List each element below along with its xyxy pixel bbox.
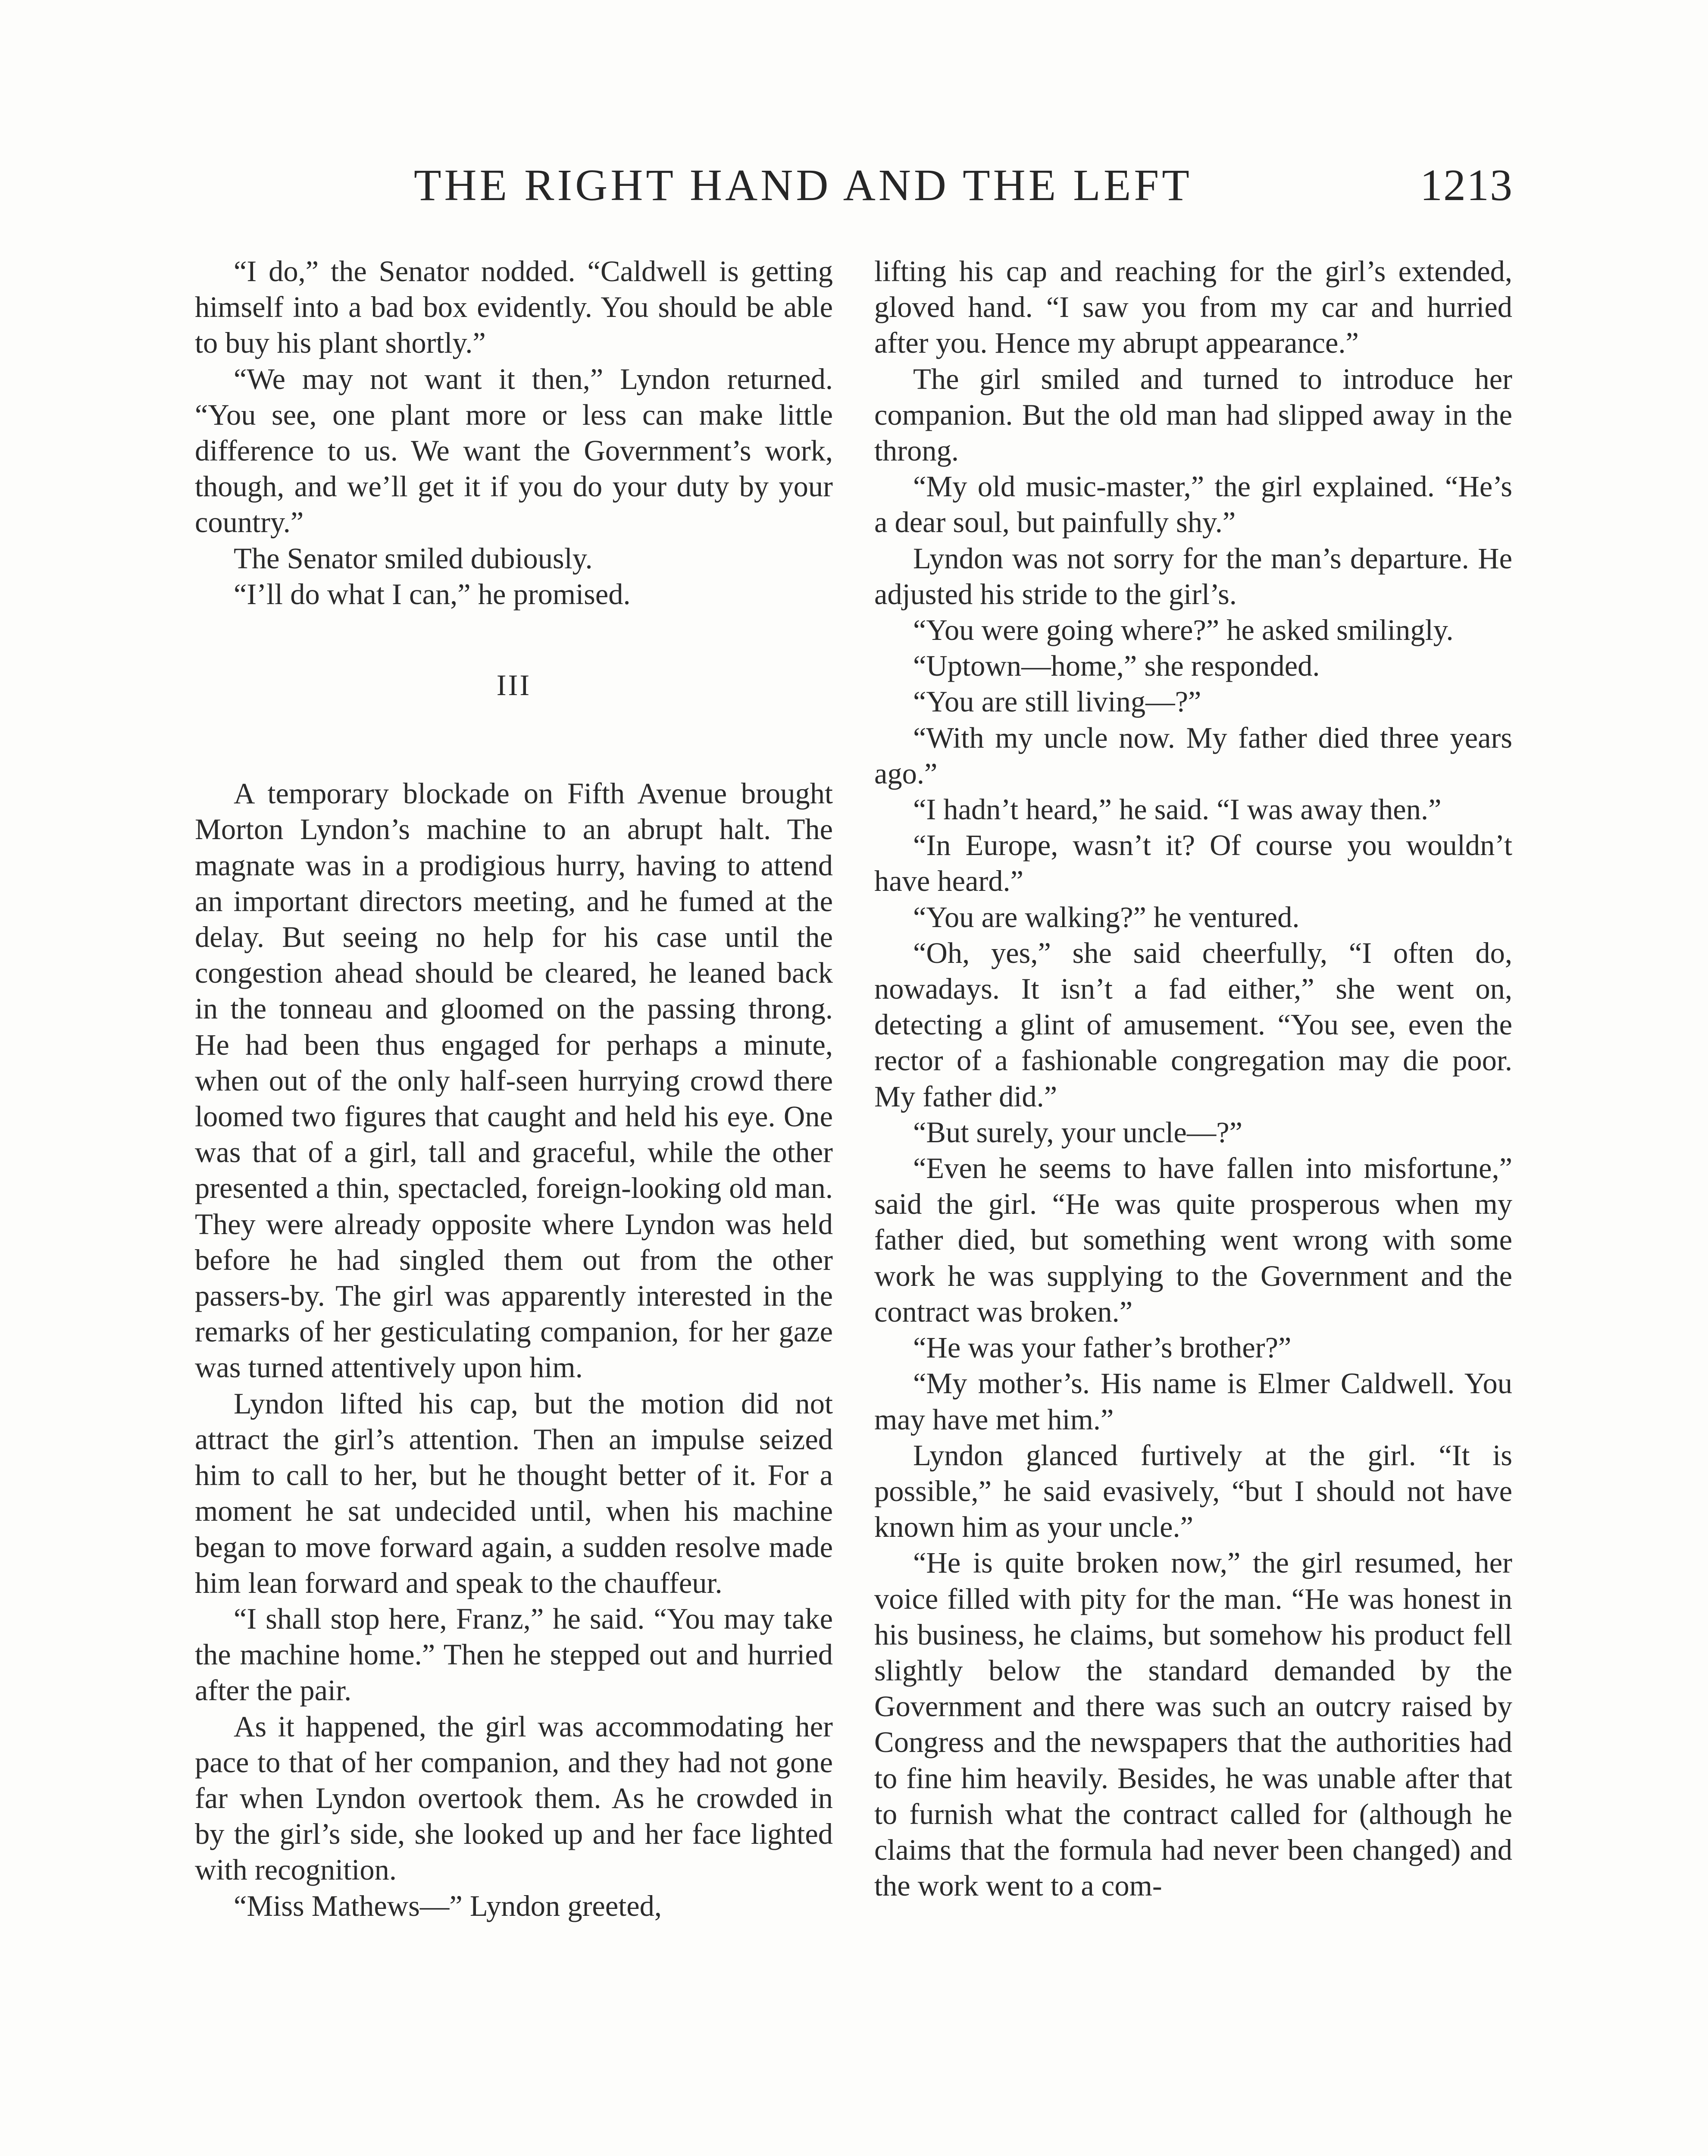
paragraph: “Oh, yes,” she said cheerfully, “I often do, nowadays. It isn’t a fad either,” she went on, detecting a glint of amusement. “You see, even the rector of a fashionable congregation may die poor. My father did.” (874, 936, 1512, 1113)
paragraph: “He is quite broken now,” the girl resumed, her voice filled with pity for the man. “He was honest in his business, he claims, but somehow his product fell slightly below the standard demanded by the Government and there was such an outcry raised by Congress and the newspapers that the authorities had to fine him heavily. Besides, he was unable after that to furnish what the contract called for (although he claims that the formula had never been changed) and the work went to a com- (874, 1546, 1512, 1902)
paragraph: “I hadn’t heard,” he said. “I was away then.” (913, 793, 1442, 826)
paragraph: “Even he seems to have fallen into misfortune,” said the girl. “He was quite prosperous when my father died, but something went wrong with some work he was supplying to the Government and the contract was broken.” (874, 1152, 1512, 1328)
paragraph: “We may not want it then,” Lyndon returned. “You see, one plant more or less can make little difference to us. We want the Government’s work, though, and we’ll get it if you do your duty by your country.” (195, 362, 833, 539)
paragraph: “I do,” the Senator nodded. “Caldwell is getting himself into a bad box evidently. You should be able to buy his plant shortly.” (195, 255, 833, 360)
paragraph: “But surely, your uncle—?” (913, 1116, 1243, 1149)
paragraph: “In Europe, wasn’t it? Of course you wouldn’t have heard.” (874, 829, 1512, 898)
paragraph: Lyndon glanced furtively at the girl. “It is possible,” he said evasively, “but I should not have known him as your uncle.” (874, 1438, 1512, 1544)
page-header (194, 160, 1513, 220)
paragraph: The girl smiled and turned to introduce her companion. But the old man had slipped away in the throng. (874, 362, 1512, 467)
paragraph: “Miss Mathews—” Lyndon greeted, (234, 1889, 662, 1922)
paragraph: A temporary blockade on Fifth Avenue brought Morton Lyndon’s machine to an abrupt halt. The magnate was in a prodigious hurry, having to attend an important directors meeting, and he fumed at the delay. But seeing no help for his case until the congestion ahead should be cleared, he leaned back in the tonneau and gloomed on the passing throng. He had been thus engaged for perhaps a minute, when out of the only half-seen hurrying crowd there loomed two figures that caught and held his eye. One was that of a girl, tall and graceful, while the other presented a thin, spectacled, foreign-looking old man. They were already opposite where Lyndon was held before he had singled them out from the other passers-by. The girl was apparently interested in the remarks of her gesticulating companion, for her gaze was turned attentively upon him. (195, 777, 833, 1384)
left-column (195, 254, 833, 1924)
paragraph: “My mother’s. His name is Elmer Caldwell. You may have met him.” (874, 1367, 1512, 1436)
paragraph: “Uptown—home,” she responded. (913, 649, 1320, 683)
paragraph: “You were going where?” he asked smilingly. (913, 614, 1454, 647)
paragraph: “I’ll do what I can,” he promised. (234, 577, 631, 611)
paragraph: “He was your father’s brother?” (913, 1331, 1292, 1364)
paragraph: “With my uncle now. My father died three years ago.” (874, 721, 1512, 790)
paragraph: The Senator smiled dubiously. (234, 542, 593, 575)
section-heading: III (496, 669, 532, 702)
paragraph: Lyndon lifted his cap, but the motion did not attract the girl’s attention. Then an impulse seized him to call to her, but he thought better of it. For a moment he sat undecided until, when his machine began to move forward again, a sudden resolve made him lean forward and speak to the chauffeur. (195, 1387, 833, 1599)
paragraph: As it happened, the girl was accommodating her pace to that of her companion, and they had not gone far when Lyndon overtook them. As he crowded in by the girl’s side, she looked up and her face lighted with recognition. (195, 1710, 833, 1887)
page-number: 1213 (1420, 160, 1513, 210)
paragraph: “My old music-master,” the girl explained. “He’s a dear soul, but painfully shy.” (874, 470, 1512, 539)
paragraph: “You are still living—?” (913, 685, 1201, 718)
paragraph: Lyndon was not sorry for the man’s departure. He adjusted his stride to the girl’s. (874, 542, 1512, 611)
paragraph: “I shall stop here, Franz,” he said. “You may take the machine home.” Then he stepped out and hurried after the pair. (195, 1602, 833, 1707)
paragraph-continued: lifting his cap and reaching for the girl’s extended, gloved hand. “I saw you from my car and hurried after you. Hence my abrupt appearance.” (874, 255, 1512, 360)
right-column (874, 254, 1512, 1904)
running-title: THE RIGHT HAND AND THE LEFT (414, 160, 1192, 210)
paragraph: “You are walking?” he ventured. (913, 900, 1300, 934)
